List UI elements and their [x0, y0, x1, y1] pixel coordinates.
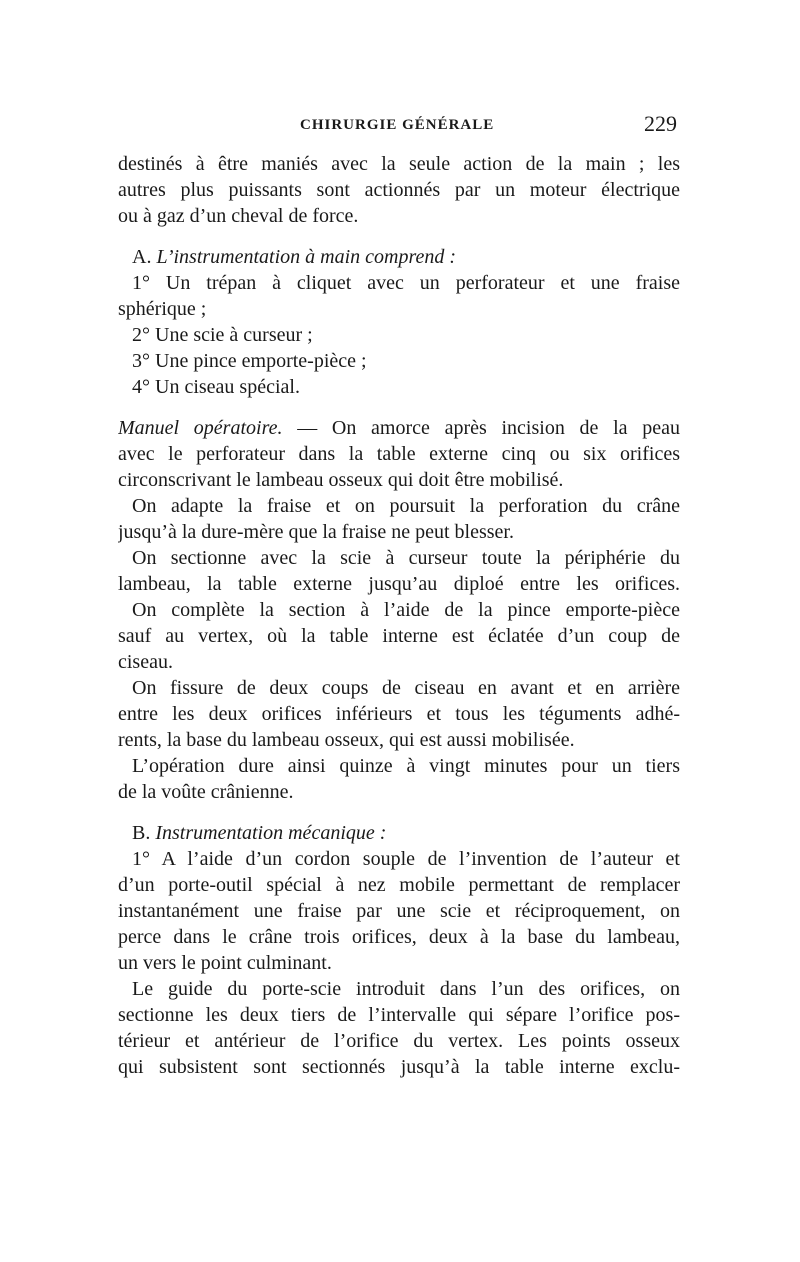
text-line: perce dans le crâne trois orifices, deux à la base du lambeau, — [118, 926, 680, 948]
text-line: entre les deux orifices inférieurs et tous les téguments adhé- — [118, 703, 680, 725]
text-line: 1° A l’aide d’un cordon souple de l’invention de l’auteur et — [132, 848, 680, 870]
text-line: ciseau. — [118, 651, 173, 673]
manuel-operatoire-text: — On amorce après incision de la peau — [297, 417, 680, 439]
text-line: sauf au vertex, où la table interne est éclatée d’un coup de — [118, 625, 680, 647]
manuel-operatoire-title: Manuel opératoire. — [118, 417, 283, 439]
text-line: instantanément une fraise par une scie et réciproquement, on — [118, 900, 680, 922]
text-line: sphérique ; — [118, 298, 207, 320]
running-head: CHIRURGIE GÉNÉRALE — [300, 117, 495, 133]
section-b-label: B. — [132, 822, 151, 844]
text-line: sectionne les deux tiers de l’intervalle qui sépare l’orifice pos- — [118, 1004, 680, 1026]
text-line: L’opération dure ainsi quinze à vingt minutes pour un tiers — [132, 755, 680, 777]
text-line: lambeau, la table externe jusqu’au diploé entre les orifices. — [118, 573, 680, 595]
page-number: 229 — [644, 111, 677, 136]
text-line: On sectionne avec la scie à curseur toute la périphérie du — [132, 547, 680, 569]
text-line: jusqu’à la dure-mère que la fraise ne peut blesser. — [118, 521, 514, 543]
list-item: 1° Un trépan à cliquet avec un perforateur et une fraise — [132, 272, 680, 294]
text-line: ou à gaz d’un cheval de force. — [118, 205, 359, 227]
text-line: avec le perforateur dans la table externe cinq ou six orifices — [118, 443, 680, 465]
text-line: un vers le point culminant. — [118, 952, 332, 974]
text-line: rents, la base du lambeau osseux, qui est aussi mobilisée. — [118, 729, 575, 751]
text-line: d’un porte-outil spécial à nez mobile permettant de remplacer — [118, 874, 680, 896]
list-item: 2° Une scie à curseur ; — [132, 324, 313, 346]
text-line: autres plus puissants sont actionnés par un moteur électrique — [118, 179, 680, 201]
text-line: de la voûte crânienne. — [118, 781, 294, 803]
section-b-heading — [118, 820, 680, 846]
section-a-heading — [118, 244, 680, 270]
text-line: On complète la section à l’aide de la pince emporte-pièce — [132, 599, 680, 621]
text-line: qui subsistent sont sectionnés jusqu’à la table interne exclu- — [118, 1056, 680, 1078]
text-line: circonscrivant le lambeau osseux qui doit être mobilisé. — [118, 469, 564, 491]
list-item: 4° Un ciseau spécial. — [132, 376, 300, 398]
text-line: On fissure de deux coups de ciseau en avant et en arrière — [132, 677, 680, 699]
section-a-title: L’instrumentation à main comprend : — [156, 246, 457, 268]
section-a-label: A. — [132, 246, 152, 268]
section-b-title: Instrumentation mécanique : — [155, 822, 387, 844]
body-text — [118, 151, 680, 1080]
text-line: destinés à être maniés avec la seule action de la main ; les — [118, 153, 680, 175]
text-line: On adapte la fraise et on poursuit la perforation du crâne — [132, 495, 680, 517]
list-item: 3° Une pince emporte-pièce ; — [132, 350, 367, 372]
manuel-operatoire-line — [118, 415, 680, 441]
text-line: térieur et antérieur de l’orifice du vertex. Les points osseux — [118, 1030, 680, 1052]
text-line: Le guide du porte-scie introduit dans l’un des orifices, on — [132, 978, 680, 1000]
